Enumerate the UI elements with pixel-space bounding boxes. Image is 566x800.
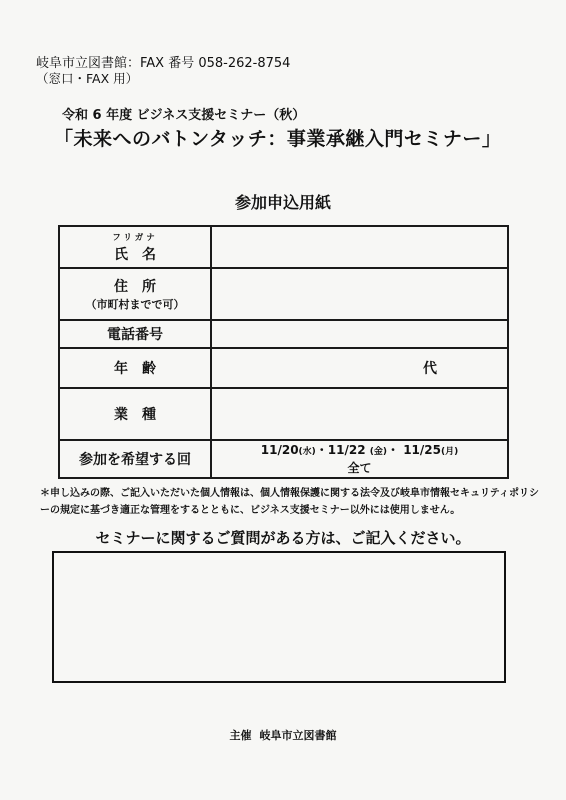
questions-field[interactable] [52,551,506,683]
session-separator: ・ [315,443,328,457]
sessions-row [59,440,508,478]
session-day-1122: (金) [369,447,387,457]
fax-usage-note: （窓口・FAX 用） [36,71,139,86]
address-label: 住所 [114,279,170,295]
phone-field[interactable] [211,320,508,348]
industry-field[interactable] [211,388,508,440]
name-field[interactable] [211,226,508,268]
name-label: 氏名 [114,246,170,263]
session-date-1120: 11/20 [260,443,299,457]
questions-heading: セミナーに関するご質問がある方は、ご記入ください。 [95,529,471,547]
fax-number-line: 岐阜市立図書館：FAX 番号 058-262-8754 [36,56,291,71]
name-label-cell [59,226,211,268]
session-option-all[interactable]: 全て [347,461,372,475]
phone-label-cell [59,320,211,348]
session-option-1125[interactable] [403,443,458,457]
session-day-1125: (月) [440,447,459,457]
organizer-label: 主催 [229,729,252,742]
application-form-table [58,225,509,479]
session-separator: ・ [387,443,400,457]
seminar-series: 令和 6 年度 ビジネス支援セミナー（秋） [62,108,306,123]
age-row [59,348,508,388]
industry-row [59,388,508,440]
session-date-1125: 11/25 [403,443,441,457]
session-day-1120: (水) [298,447,316,457]
organizer-name: 岐阜市立図書館 [259,729,337,742]
industry-label-cell [59,388,211,440]
age-label-cell [59,348,211,388]
sessions-label: 参加を希望する回 [79,452,191,468]
name-row [59,226,508,268]
session-date-1122: 11/22 [327,443,366,457]
industry-label: 業種 [114,407,170,423]
age-label: 年齢 [114,361,170,377]
privacy-note: ＊申し込みの際、ご記入いただいた個人情報は、個人情報保護に関する法令及び岐阜市情報セキュリティポリシーの規定に基づき適正な管理をするとともに、ビジネス支援セミナー以外には使用しません。 [40,488,539,516]
seminar-title: 「未来へのバトンタッチ：事業承継入門セミナー」 [54,128,502,150]
phone-label: 電話番号 [107,327,163,343]
sessions-options [211,440,508,478]
form-heading: 参加申込用紙 [234,193,331,212]
session-option-1122[interactable] [328,443,387,457]
address-row [59,268,508,320]
address-sublabel: （市町村までで可） [85,298,185,311]
age-field[interactable] [211,348,508,388]
address-label-cell [59,268,211,320]
age-unit: 代 [423,361,437,377]
session-option-1120[interactable] [261,443,316,457]
sessions-label-cell [59,440,211,478]
address-field[interactable] [211,268,508,320]
organizer-line [0,727,566,743]
furigana-label: フリガナ [112,232,158,243]
phone-row [59,320,508,348]
